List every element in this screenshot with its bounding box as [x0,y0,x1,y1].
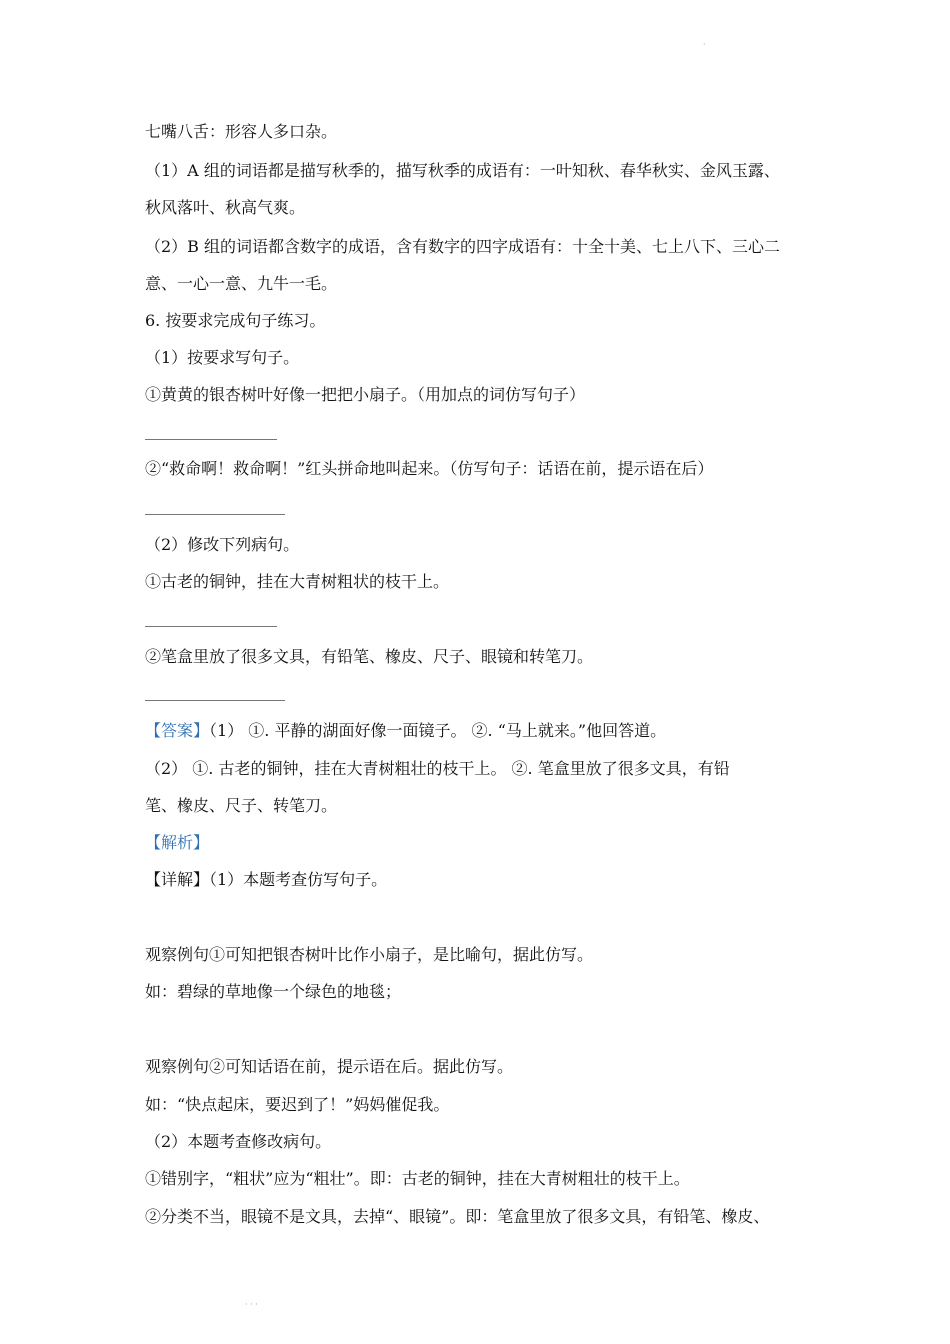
text-line: ②笔盒里放了很多文具，有铅笔、橡皮、尺子、眼镜和转笔刀。 [145,647,594,666]
text-line: （2） ①. 古老的铜钟，挂在大青树粗壮的枝干上。 ②. 笔盒里放了很多文具，有铅 [145,759,730,778]
answer-blank [145,439,277,440]
answer-label: 【答案】 [145,721,210,740]
text-line: 意、一心一意、九牛一毛。 [145,274,338,293]
text-line: ①错别字，“粗状”应为“粗壮”。即：古老的铜钟，挂在大青树粗壮的枝干上。 [145,1169,690,1188]
text-line: 笔、橡皮、尺子、转笔刀。 [145,796,338,815]
footer-mark: · · · [245,1300,258,1309]
text-line: ②“救命啊！救命啊！”红头拼命地叫起来。（仿写句子：话语在前，提示语在后） [145,459,714,478]
text-line: （2）B 组的词语都含数字的成语，含有数字的四字成语有：十全十美、七上八下、三心二 [145,237,781,256]
text-line: ①黄黄的银杏树叶好像一把把小扇子。（用加点的词仿写句子） [145,385,586,404]
answer-blank [145,700,285,701]
text-line: （2）修改下列病句。 [145,535,300,554]
text-line: 如：“快点起床，要迟到了！”妈妈催促我。 [145,1095,450,1114]
analysis-label: 【解析】 [145,833,210,852]
text-line: （1）A 组的词语都是描写秋季的，描写秋季的成语有：一叶知秋、春华秋实、金风玉露、 [145,161,780,180]
text-line: 秋风落叶、秋高气爽。 [145,198,306,217]
answer-line [145,721,666,741]
text-line: 【详解】（1）本题考查仿写句子。 [145,870,388,889]
text-line: 七嘴八舌：形容人多口杂。 [145,122,338,141]
answer-blank [145,626,277,627]
text-line: 观察例句②可知话语在前，提示语在后。据此仿写。 [145,1057,514,1076]
question-heading: 6. 按要求完成句子练习。 [145,311,326,330]
corner-mark: · [703,40,706,49]
text-line: ①古老的铜钟，挂在大青树粗状的枝干上。 [145,572,450,591]
text-line: ②分类不当，眼镜不是文具，去掉“、眼镜”。即：笔盒里放了很多文具，有铅笔、橡皮、 [145,1207,770,1226]
text-line: （2）本题考查修改病句。 [145,1132,332,1151]
text-line: 观察例句①可知把银杏树叶比作小扇子，是比喻句，据此仿写。 [145,945,594,964]
text-line: 如：碧绿的草地像一个绿色的地毯； [145,982,402,1001]
text-line: （1）按要求写句子。 [145,348,300,367]
answer-text: （1） ①. 平静的湖面好像一面镜子。 ②. “马上就来。”他回答道。 [209,721,667,740]
answer-blank [145,514,285,515]
